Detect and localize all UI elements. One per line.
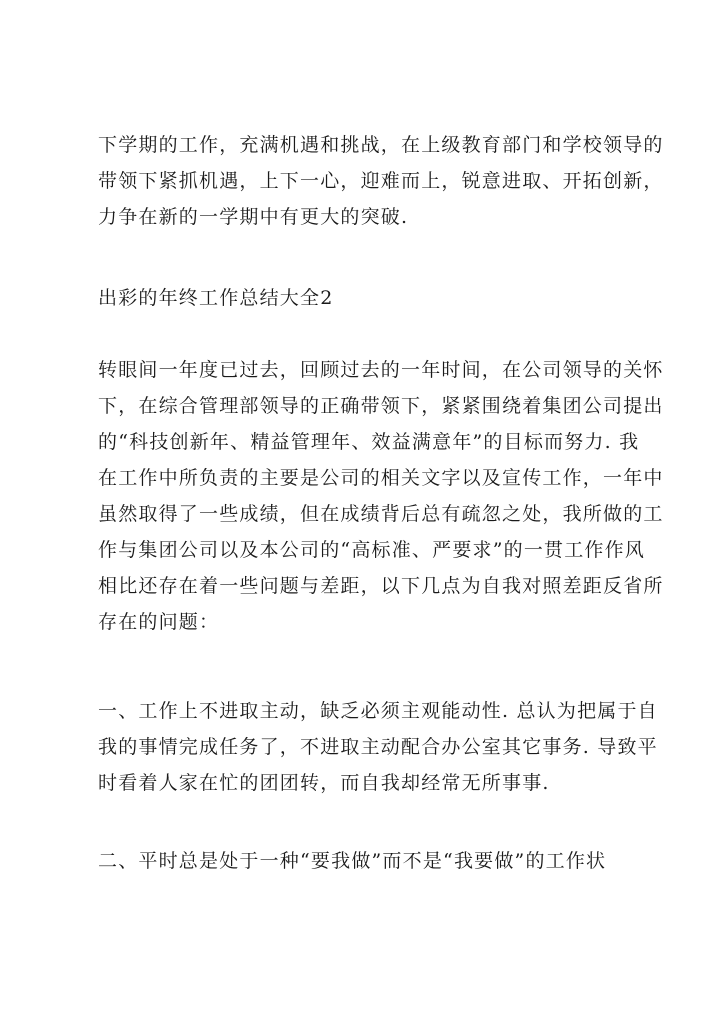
- paragraph-issue-two: [98, 843, 638, 879]
- text-line: 下，在综合管理部领导的正确带领下，紧紧围绕着集团公司提出: [98, 395, 664, 417]
- text-line: 时看着人家在忙的团团转，而自我却经常无所事事.: [98, 772, 550, 794]
- text-line: 在工作中所负责的主要是公司的相关文字以及宣传工作，一年中: [98, 467, 664, 489]
- text-line: 作与集团公司以及本公司的“高标准、严要求”的一贯工作作风: [98, 539, 646, 561]
- text-line: 虽然取得了一些成绩，但在成绩背后总有疏忽之处，我所做的工: [98, 503, 664, 525]
- section-heading: [98, 280, 638, 316]
- text-line: 带领下紧抓机遇，上下一心，迎难而上，锐意进取、开拓创新，: [98, 170, 664, 192]
- text-line: 我的事情完成任务了，不进取主动配合办公室其它事务. 导致平: [98, 736, 658, 758]
- text-line: 下学期的工作，充满机遇和挑战，在上级教育部门和学校领导的: [98, 134, 664, 156]
- text-line: 的“科技创新年、精益管理年、效益满意年”的目标而努力. 我: [98, 431, 640, 453]
- paragraph-semester-outlook: [98, 127, 664, 235]
- text-line: 二、平时总是处于一种“要我做”而不是“我要做”的工作状: [98, 850, 607, 872]
- text-line: 相比还存在着一些问题与差距，以下几点为自我对照差距反省所: [98, 575, 664, 597]
- paragraph-year-review: [98, 352, 664, 640]
- text-line: 力争在新的一学期中有更大的突破.: [98, 206, 409, 228]
- text-line: 存在的问题：: [98, 611, 220, 633]
- text-line: 一、工作上不进取主动，缺乏必须主观能动性. 总认为把属于自: [98, 700, 658, 722]
- heading-text: 出彩的年终工作总结大全2: [98, 287, 334, 309]
- text-line: 转眼间一年度已过去，回顾过去的一年时间，在公司领导的关怀: [98, 359, 664, 381]
- paragraph-issue-one: [98, 693, 658, 801]
